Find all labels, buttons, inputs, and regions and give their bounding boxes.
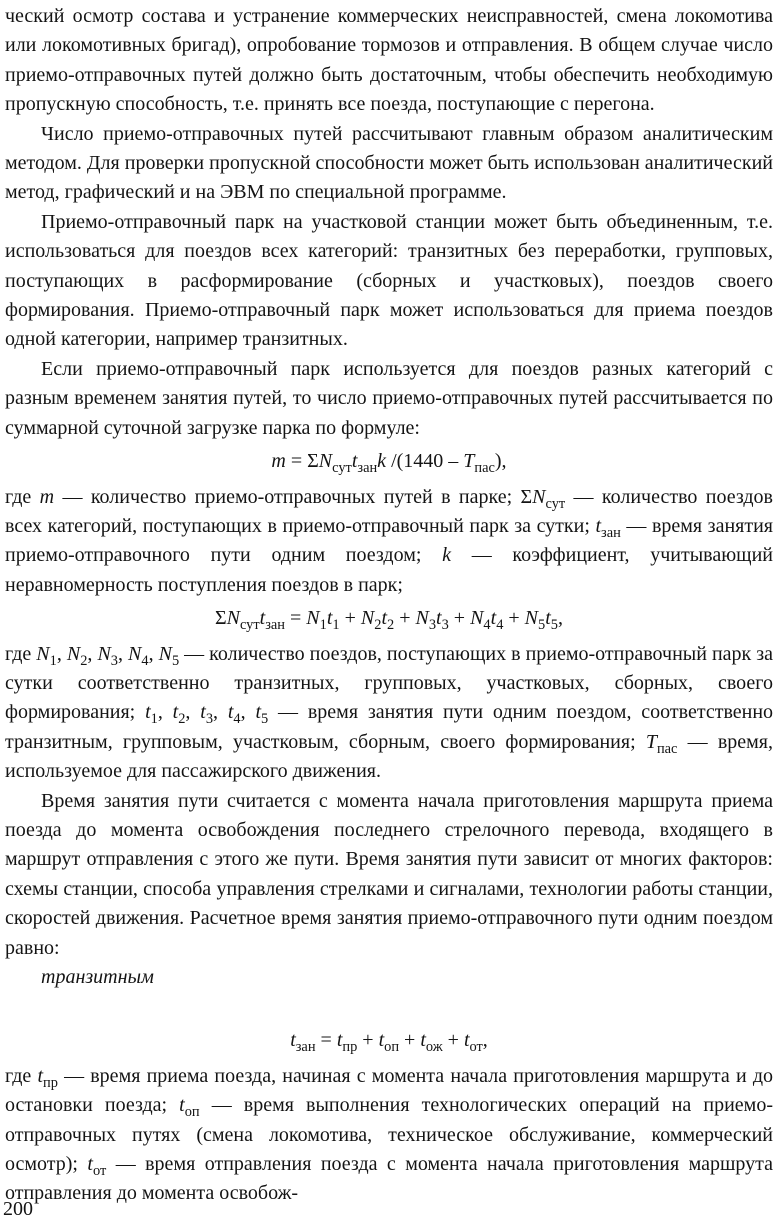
transit-label: транзитным [41, 966, 154, 988]
page-number: 200 [3, 1198, 33, 1220]
formula-definitions: где m — количество приемо-отправочных путей в парке; $\Sigma N_{сут}$ — количество поездов всех категорий, поступающих в приемо-отправочный парк за сутки; $t_{зан}$ — время занятия приемо-отправочного пути одним поездом; k — коэффициент, учитывающий неравномерность поступления поездов в парк; [5, 485, 774, 596]
paragraph: Время занятия пути считается с момента начала приготовления маршрута приема поезда до момента освобождения последнего стрелочного перевода, входящего в маршрут отправления с этого же пути. Время занятия пути зависит от многих факторов: схемы станции, способа управления стрелками и сигналами, технологии работы станции, скоростей движения. Расчетное время занятия приемо-отправочного пути одним поездом равно: [5, 789, 773, 959]
paragraph: Число приемо-отправочных путей рассчитывают главным образом аналитическим методом. Для проверки пропускной способности может быть использован аналитический метод, графический и на ЭВМ по специальной программе. [5, 122, 773, 204]
paragraph: Если приемо-отправочный парк используется для поездов разных категорий с разным временем занятия путей, то число приемо-отправочных путей рассчитывается по суммарной суточной загрузке парка по формуле: [5, 357, 773, 439]
formula-definitions: где $t_{пр}$ — время приема поезда, начиная с момента начала приготовления маршрута и до остановки поезда; $t_{оп}$ — время выполнения технологических операций на приемо-отправочных путях (смена локомотива, техническое обслуживание, коммерческий осмотр); $t_{от}$ — время отправления поезда с момента начала приготовления маршрута отправления до момента освобож- [5, 1064, 773, 1205]
page-body [5, 2, 773, 1209]
spacer [5, 992, 773, 1022]
formula-sum-load: $\Sigma N_{сут}t_{зан} = N_1t_1 + N_2t_2 + N_3t_3 + N_4t_4 + N_5t_5$, [215, 607, 563, 634]
paragraph: Приемо-отправочный парк на участковой станции может быть объединенным, т.е. использоваться для поездов всех категорий: транзитных без переработки, групповых, поступающих в расформирование (сборных и участковых), поездов своего формирования. Приемо-отправочный парк может использоваться для приема поездов одной категории, например транзитных. [5, 210, 773, 351]
formula-definitions: где $N_1$, $N_2$, $N_3$, $N_4$, $N_5$ — количество поездов, поступающих в приемо-отправочный парк за сутки соответственно транзитных, групповых, участковых, сборных, своего формирования; $t_1$, $t_2$, $t_3$, $t_4$, $t_5$ — время занятия пути одним поездом, соответственно транзитным, групповым, участковым, сборным, своего формирования; $T_{пас}$ — время, используемое для пассажирского движения. [5, 642, 774, 783]
formula-tracks-count: $m = \Sigma N_{сут}t_{зан}k$ $/(1440 - T_{пас})$, [271, 450, 507, 477]
formula-occupation-time: $t_{зан} = t_{пр} + t_{оп} + t_{ож} + t_{от}$, [290, 1029, 488, 1056]
paragraph: ческий осмотр состава и устранение коммерческих неисправностей, смена локомотива или локомотивных бригад), опробование тормозов и отправления. В общем случае число приемо-отправочных путей должно быть достаточным, чтобы обеспечить необходимую пропускную способность, т.е. принять все поезда, поступающие с перегона. [5, 5, 773, 116]
